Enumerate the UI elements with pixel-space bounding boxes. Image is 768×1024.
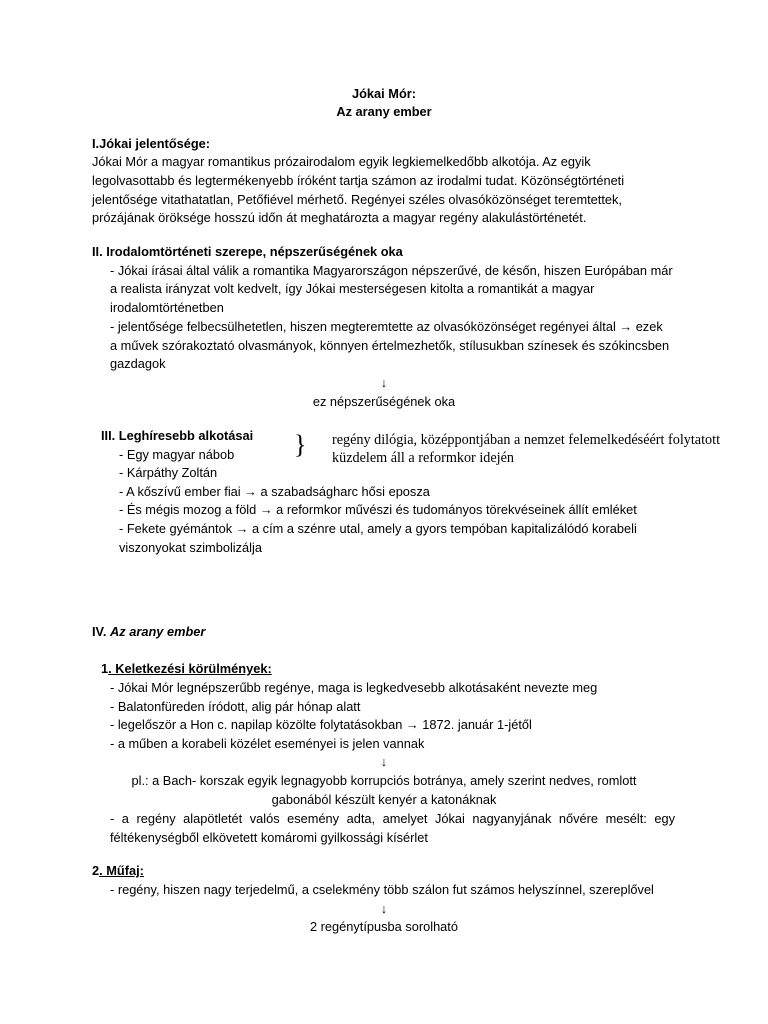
subsection2-number: 2 bbox=[92, 863, 100, 878]
section1-line: Jókai Mór a magyar romantikus prózairodalom egyik legkiemelkedőbb alkotója. Az egyik bbox=[92, 154, 591, 169]
subsection1-line: - Balatonfüreden íródott, alig pár hónap alatt bbox=[110, 699, 361, 714]
dilogy-note: küzdelem áll a reformkor idején bbox=[332, 450, 514, 466]
section4-heading bbox=[92, 623, 205, 642]
down-arrow: ↓ bbox=[380, 754, 388, 769]
genre-conclusion: 2 regénytípusba sorolható bbox=[310, 919, 458, 934]
down-arrow: ↓ bbox=[380, 375, 388, 390]
example-line: gabonából készült kenyér a katonáknak bbox=[271, 792, 497, 807]
subsection1-number: 1 bbox=[101, 661, 109, 676]
works-list-item: - Egy magyar nábob bbox=[119, 447, 235, 462]
section2-line: - Jókai írásai által válik a romantika Magyarországon népszerűvé, de későn, hiszen Európában már bbox=[110, 263, 673, 278]
subsection2-heading bbox=[92, 862, 144, 881]
down-arrow: ↓ bbox=[380, 901, 388, 916]
section2-line: gazdagok bbox=[110, 356, 166, 371]
works-list-item: - Fekete gyémántok → a cím a szénre utal, amely a gyors tempóban kapitalizálódó korabeli bbox=[119, 521, 637, 536]
section2-heading: II. Irodalomtörténeti szerepe, népszerűségének oka bbox=[92, 244, 403, 259]
section3-heading: III. Leghíresebb alkotásai bbox=[101, 428, 254, 443]
section1-line: legolvasottabb és legtermékenyebb íróként tartja számon az irodalmi tudat. Közönségtörténeti bbox=[92, 173, 625, 188]
subsection1-line: - legelőször a Hon c. napilap közölte folytatásokban → 1872. január 1-jétől bbox=[110, 717, 532, 732]
curly-brace: } bbox=[294, 430, 307, 459]
example-line: pl.: a Bach- korszak egyik legnagyobb korrupciós botránya, amely szerint nedves, romlott bbox=[131, 773, 637, 788]
section4-title: Az arany ember bbox=[110, 624, 206, 639]
origin-paragraph-line: - a regény alapötletét valós esemény adta, amelyet Jókai nagyanyjának nővére mesélt: egy bbox=[110, 811, 675, 826]
section2-line: - jelentősége felbecsülhetetlen, hiszen megteremtette az olvasóközönséget regényei által → ezek bbox=[110, 319, 663, 334]
section2-line: a művek szórakoztató olvasmányok, könnyen értelmezhetők, stílusukban színesek és szókincsben bbox=[110, 338, 670, 353]
section1-line: prózájának öröksége hosszú időn át meghatározta a magyar regény alakulástörténetét. bbox=[92, 210, 587, 225]
subsection1-title: . Keletkezési körülmények: bbox=[108, 661, 272, 676]
origin-paragraph-line: féltékenységből elkövetett komáromi gyilkossági kísérlet bbox=[110, 830, 428, 845]
section1-line: jelentősége vitathatatlan, Petőfiével mérhető. Regényei széles olvasóközönséget teremtettek, bbox=[92, 192, 622, 207]
genre-line: - regény, hiszen nagy terjedelmű, a cselekmény több szálon fut számos helyszínnel, szereplővel bbox=[110, 882, 654, 897]
subsection2-title: . Műfaj: bbox=[99, 863, 144, 878]
subsection1-line: - a műben a korabeli közélet eseményei is jelen vannak bbox=[110, 736, 425, 751]
doc-title-work: Az arany ember bbox=[336, 104, 432, 119]
works-list-item: - És mégis mozog a föld → a reformkor művészi és tudományos törekvéseinek állít emléket bbox=[119, 502, 637, 517]
section2-line: irodalomtörténetben bbox=[110, 300, 224, 315]
dilogy-note: regény dilógia, középpontjában a nemzet felemelkedéséért folytatott bbox=[332, 432, 721, 448]
works-list-item: viszonyokat szimbolizálja bbox=[119, 540, 262, 555]
subsection1-line: - Jókai Mór legnépszerűbb regénye, maga is legkedvesebb alkotásaként nevezte meg bbox=[110, 680, 598, 695]
section2-line: a realista irányzat volt kedvelt, így Jókai mesterségesen kitolta a romantikát a magyar bbox=[110, 281, 595, 296]
section4-number: IV. bbox=[92, 624, 107, 639]
subsection1-heading bbox=[101, 660, 272, 679]
section1-heading: I.Jókai jelentősége: bbox=[92, 136, 211, 151]
doc-title-author: Jókai Mór: bbox=[352, 86, 416, 101]
section2-conclusion: ez népszerűségének oka bbox=[312, 394, 456, 409]
works-list-item: - Kárpáthy Zoltán bbox=[119, 465, 218, 480]
works-list-item: - A kőszívű ember fiai → a szabadságharc hősi eposza bbox=[119, 484, 430, 499]
